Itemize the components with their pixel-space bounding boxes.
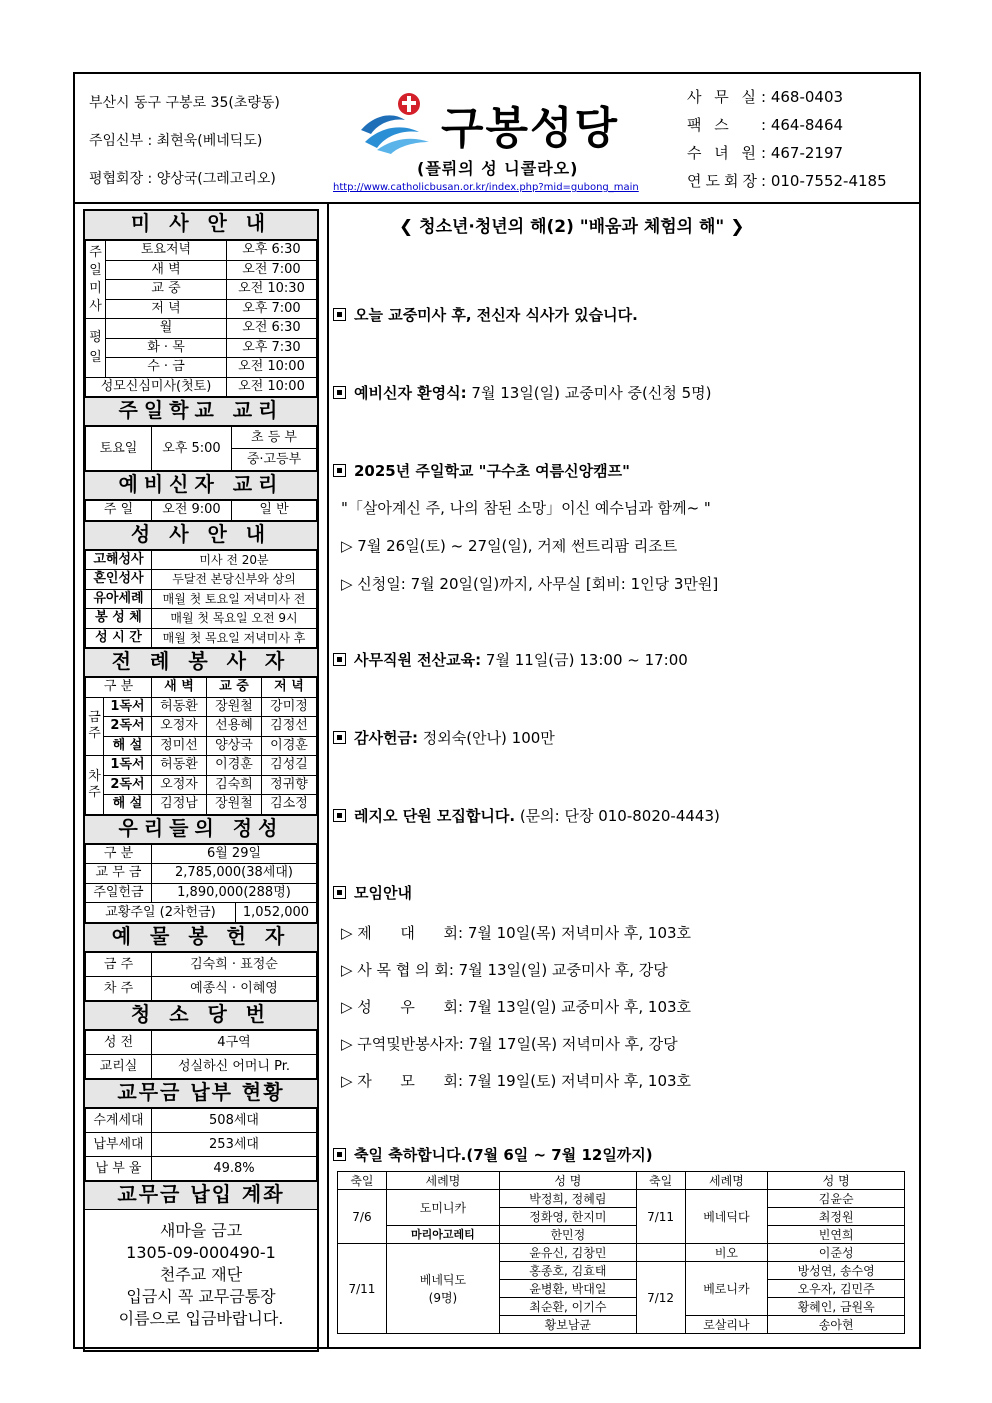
feast-person: 송아현	[768, 1316, 905, 1334]
baptismal-name: 도미니카	[386, 1190, 499, 1226]
school-grade-2: 중·고등부	[232, 449, 317, 471]
feast-person: 방성연, 송수영	[768, 1262, 905, 1280]
mass-day: 화 · 목	[106, 338, 227, 358]
account-title: 교무금 납입 계좌	[85, 1181, 317, 1210]
feast-date: 7/6	[338, 1190, 387, 1244]
contact-line: 팩 스 : 464-8464	[687, 116, 844, 134]
meeting-item: ▷ 자 모 회: 7월 19일(토) 저녁미사 후, 103호	[341, 1072, 692, 1090]
catechumen-table	[85, 500, 317, 521]
account-line: 천주교 재단	[159, 1265, 243, 1284]
sunday-mass-label: 주일미사	[86, 241, 106, 319]
mass-day: 교 중	[106, 280, 227, 300]
servers-title: 전 례 봉 사 자	[85, 648, 317, 677]
address: 부산시 동구 구봉로 35(초량동)	[89, 95, 280, 111]
feast-date: 7/11	[338, 1244, 387, 1334]
servers-person: 정미선	[152, 736, 207, 756]
dues-value: 49.8%	[152, 1157, 317, 1181]
bullet-icon	[333, 464, 346, 477]
bulletin-frame	[73, 72, 921, 1349]
servers-person: 오정자	[152, 775, 207, 795]
sacrament-info: 매월 첫 목요일 오전 9시	[152, 609, 317, 629]
servers-role: 해 설	[104, 795, 152, 815]
bullet-icon	[333, 809, 346, 822]
mass-time: 오전 7:00	[227, 260, 317, 280]
gift-value: 예종식 · 이혜영	[152, 977, 317, 1001]
servers-person: 김정남	[152, 795, 207, 815]
mass-time: 오후 7:00	[227, 299, 317, 319]
servers-person: 이경훈	[207, 756, 262, 776]
gift-table	[85, 952, 317, 1001]
feast-person: 홍종호, 김효태	[500, 1262, 637, 1280]
gift-title: 예 물 봉 헌 자	[85, 923, 317, 952]
servers-header: 교 중	[207, 678, 262, 698]
school-table	[85, 426, 317, 471]
servers-header: 새 벽	[152, 678, 207, 698]
sacrament-info: 매월 첫 목요일 저녁미사 후	[152, 628, 317, 648]
cleaning-label: 성 전	[86, 1031, 152, 1055]
mass-day: 저 녁	[106, 299, 227, 319]
servers-person: 김소정	[262, 795, 317, 815]
pope-offering-label: 교황주일 (2차헌금)	[86, 903, 236, 923]
mass-time: 오전 10:00	[227, 358, 317, 378]
dues-title: 교무금 납부 현황	[85, 1079, 317, 1108]
meeting-item: ▷ 제 대 회: 7월 10일(목) 저녁미사 후, 103호	[341, 924, 692, 942]
offering-label: 교 무 금	[86, 864, 152, 884]
feast-person: 윤병환, 박대일	[500, 1280, 637, 1298]
feast-person: 황보남균	[500, 1316, 637, 1334]
feast-header: 축일	[338, 1172, 387, 1190]
feast-person: 최순환, 이기수	[500, 1298, 637, 1316]
notice-legio: 레지오 단원 모집합니다. (문의: 단장 010-8020-4443)	[333, 805, 720, 826]
camp-slogan: "「살아계신 주, 나의 참된 소망」이신 예수님과 함께~ "	[341, 499, 711, 517]
contact-line: 수 녀 원: 467-2197	[687, 144, 844, 162]
church-name: 구봉성당	[441, 103, 620, 154]
servers-person: 김숙희	[207, 775, 262, 795]
left-column	[83, 209, 319, 1352]
servers-person: 허동환	[152, 697, 207, 717]
school-title: 주일학교 교리	[85, 397, 317, 426]
pastor: 주임신부 : 최현욱(베네딕도)	[89, 133, 263, 149]
mass-time: 오후 6:30	[227, 241, 317, 261]
gift-label: 금 주	[86, 953, 152, 977]
council-president: 평협회장 : 양상국(그레고리오)	[89, 171, 276, 187]
sacrament-name: 혼인성사	[86, 570, 152, 590]
feast-person: 이준성	[768, 1244, 905, 1262]
header	[75, 74, 919, 204]
servers-person: 이경훈	[262, 736, 317, 756]
dues-label: 수계세대	[86, 1109, 152, 1133]
sacrament-name: 유아세례	[86, 589, 152, 609]
cate-time: 오전 9:00	[152, 501, 232, 521]
church-logo	[333, 84, 677, 204]
servers-person: 선용혜	[207, 717, 262, 737]
feast-person: 김윤순	[768, 1190, 905, 1208]
bullet-icon	[333, 731, 346, 744]
servers-header: 저 녁	[262, 678, 317, 698]
catechumen-title: 예비신자 교리	[85, 471, 317, 500]
school-time: 오후 5:00	[152, 427, 232, 471]
feast-person: 박정희, 정혜림	[500, 1190, 637, 1208]
notice-welcome: 예비신자 환영식: 7월 13일(일) 교중미사 중(신청 5명)	[333, 382, 711, 403]
cleaning-title: 청 소 당 번	[85, 1001, 317, 1030]
mass-day: 토요저녁	[106, 241, 227, 261]
mass-time: 오전 6:30	[227, 319, 317, 339]
sacrament-info: 매월 첫 토요일 저녁미사 전	[152, 589, 317, 609]
offering-label: 구 분	[86, 844, 152, 864]
feast-header: 성 명	[768, 1172, 905, 1190]
notice-thanks: 감사헌금: 정외숙(안나) 100만	[333, 727, 555, 748]
bullet-icon	[333, 308, 346, 321]
servers-role: 2독서	[104, 717, 152, 737]
notice-meal: 오늘 교중미사 후, 전신자 식사가 있습니다.	[333, 304, 638, 325]
dues-label: 납 부 율	[86, 1157, 152, 1181]
theme-title: ❮ 청소년·청년의 해(2) "배움과 체험의 해" ❯	[399, 217, 745, 237]
servers-role: 2독서	[104, 775, 152, 795]
account-line: 이름으로 입금바랍니다.	[118, 1309, 284, 1328]
mass-day: 수 · 금	[106, 358, 227, 378]
servers-person: 장원철	[207, 697, 262, 717]
baptismal-name: 베네딕도 (9명)	[386, 1244, 499, 1334]
cate-type: 일 반	[232, 501, 317, 521]
feast-table	[337, 1171, 905, 1334]
sacrament-name: 고해성사	[86, 550, 152, 570]
meeting-item: ▷ 성 우 회: 7월 13일(일) 교중미사 후, 103호	[341, 998, 692, 1016]
feast-date: 7/12	[636, 1262, 685, 1334]
notice-meetings: 모임안내	[333, 882, 412, 903]
feast-heading: 축일 축하합니다.(7월 6일 ~ 7월 12일까지)	[333, 1144, 653, 1165]
website-link[interactable]: http://www.catholicbusan.or.kr/index.php?mid=gubong_main	[333, 182, 639, 193]
offering-table	[85, 844, 317, 904]
servers-role: 1독서	[104, 697, 152, 717]
feast-header: 성 명	[500, 1172, 637, 1190]
bullet-icon	[333, 653, 346, 666]
servers-person: 강미정	[262, 697, 317, 717]
bullet-icon	[333, 386, 346, 399]
offering-label: 주일헌금	[86, 883, 152, 903]
first-saturday-time: 오전 10:00	[227, 377, 317, 397]
cleaning-value: 성실하신 어머니 Pr.	[152, 1055, 317, 1079]
baptismal-name: 베로니카	[685, 1262, 768, 1316]
baptismal-name: 비오	[685, 1244, 768, 1262]
servers-header: 구 분	[86, 678, 152, 698]
notice-camp: 2025년 주일학교 "구수초 여름신앙캠프"	[333, 460, 630, 481]
sacrament-table	[85, 550, 317, 649]
account-line: 새마을 금고	[159, 1221, 243, 1240]
servers-person: 김성길	[262, 756, 317, 776]
school-day: 토요일	[86, 427, 152, 471]
feast-date: 7/11	[636, 1190, 685, 1244]
servers-person: 정귀향	[262, 775, 317, 795]
meeting-item: ▷ 구역및반봉사자: 7월 17일(목) 저녁미사 후, 강당	[341, 1035, 678, 1053]
mass-title: 미 사 안 내	[85, 211, 317, 240]
feast-person: 황혜인, 금원옥	[768, 1298, 905, 1316]
first-saturday-mass: 성모신심미사(첫토)	[86, 377, 227, 397]
cleaning-value: 4구역	[152, 1031, 317, 1055]
wave-cross-icon	[357, 90, 439, 154]
dues-label: 납부세대	[86, 1133, 152, 1157]
notice-training: 사무직원 전산교육: 7월 11일(금) 13:00 ~ 17:00	[333, 649, 688, 670]
servers-role: 1독서	[104, 756, 152, 776]
mass-time: 오후 7:30	[227, 338, 317, 358]
weekday-mass-label: 평일	[86, 319, 106, 378]
mass-day: 월	[106, 319, 227, 339]
gift-value: 김숙희 · 표정순	[152, 953, 317, 977]
feast-header: 세례명	[685, 1172, 768, 1190]
dues-value: 508세대	[152, 1109, 317, 1133]
bullet-icon	[333, 886, 346, 899]
bullet-icon	[333, 1148, 346, 1161]
patron-saint: (플뤼의 성 니콜라오)	[417, 159, 579, 178]
dues-table	[85, 1108, 317, 1181]
servers-person: 김정선	[262, 717, 317, 737]
servers-table	[85, 677, 317, 815]
baptismal-name: 로살리나	[685, 1316, 768, 1334]
servers-person: 양상국	[207, 736, 262, 756]
contact-line: 연도회장: 010-7552-4185	[687, 172, 887, 190]
baptismal-name: 베네딕다	[685, 1190, 768, 1244]
feast-person: 윤유신, 김창민	[500, 1244, 637, 1262]
sacrament-name: 봉 성 체	[86, 609, 152, 629]
cate-day: 주 일	[86, 501, 152, 521]
offering-title: 우리들의 정성	[85, 815, 317, 844]
feast-person: 빈연희	[768, 1226, 905, 1244]
offering-value: 2,785,000(38세대)	[152, 864, 317, 884]
account-info	[85, 1210, 317, 1350]
servers-role: 해 설	[104, 736, 152, 756]
sacrament-info: 미사 전 20분	[152, 550, 317, 570]
account-line: 1305-09-000490-1	[126, 1243, 276, 1262]
feast-person: 최정원	[768, 1208, 905, 1226]
feast-header: 세례명	[386, 1172, 499, 1190]
feast-person: 한민정	[500, 1226, 637, 1244]
contact-line: 사 무 실: 468-0403	[687, 88, 844, 106]
mass-day: 새 벽	[106, 260, 227, 280]
servers-person: 허동환	[152, 756, 207, 776]
dues-value: 253세대	[152, 1133, 317, 1157]
sacrament-info: 두달전 본당신부와 상의	[152, 570, 317, 590]
cleaning-table	[85, 1030, 317, 1079]
camp-signup: ▷ 신청일: 7월 20일(일)까지, 사무실 [회비: 1인당 3만원]	[341, 575, 719, 593]
servers-week: 차주	[86, 756, 104, 815]
servers-week: 금주	[86, 697, 104, 756]
feast-person: 정화영, 한지미	[500, 1208, 637, 1226]
sacrament-title: 성 사 안 내	[85, 521, 317, 550]
offering-value: 1,890,000(288명)	[152, 883, 317, 903]
mass-time: 오전 10:30	[227, 280, 317, 300]
servers-person: 장원철	[207, 795, 262, 815]
camp-date: ▷ 7월 26일(토) ~ 27일(일), 거제 썬트리팜 리조트	[341, 537, 678, 555]
school-grade-1: 초 등 부	[232, 427, 317, 449]
baptismal-name: 마리아고레티	[386, 1226, 499, 1244]
account-line: 입금시 꼭 교무금통장	[126, 1287, 276, 1306]
feast-header: 축일	[636, 1172, 685, 1190]
sacrament-name: 성 시 간	[86, 628, 152, 648]
meeting-item: ▷ 사 목 협 의 회: 7월 13일(일) 교중미사 후, 강당	[341, 961, 668, 979]
feast-person: 오우자, 김민주	[768, 1280, 905, 1298]
offering-value: 6월 29일	[152, 844, 317, 864]
pope-offering-table	[85, 903, 317, 923]
mass-table	[85, 240, 317, 397]
cleaning-label: 교리실	[86, 1055, 152, 1079]
pope-offering-value: 1,052,000	[236, 903, 317, 923]
body	[75, 204, 919, 1347]
servers-person: 오정자	[152, 717, 207, 737]
gift-label: 차 주	[86, 977, 152, 1001]
